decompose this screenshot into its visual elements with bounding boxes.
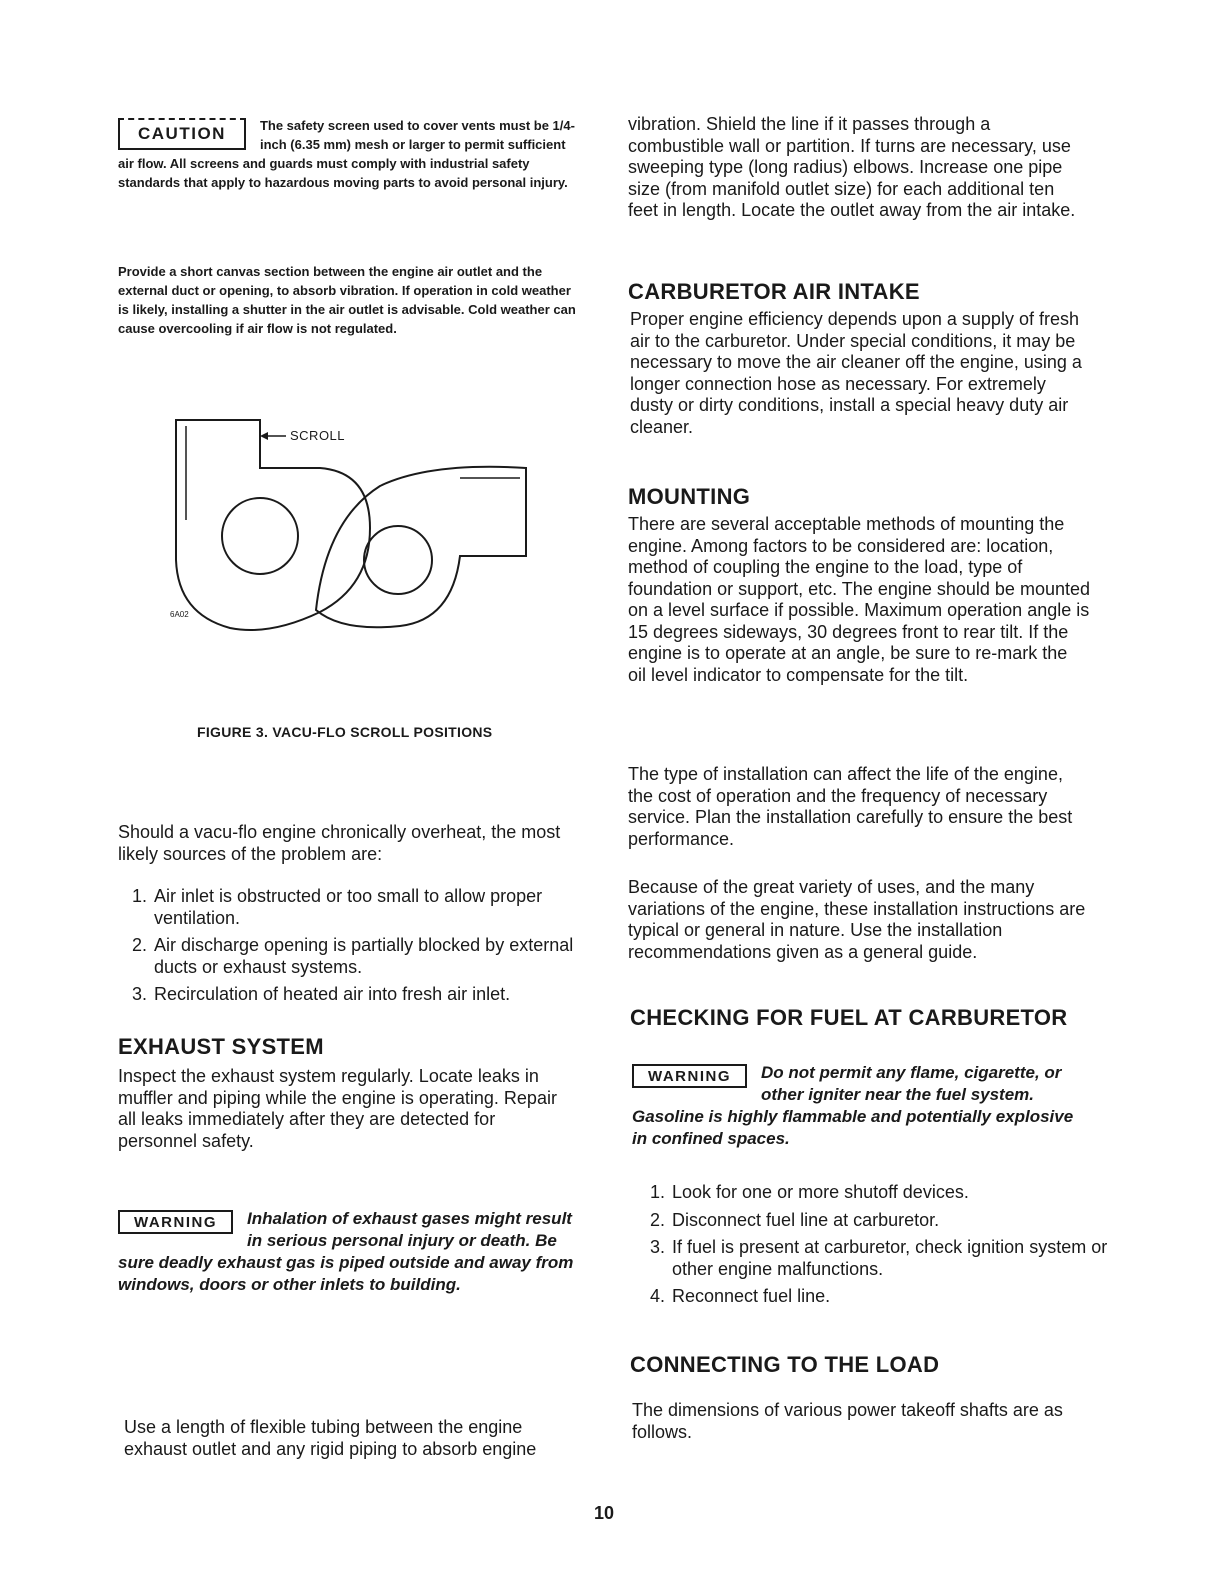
right-fan-circle: [364, 526, 432, 594]
scroll-label: SCROLL: [290, 428, 346, 443]
exhaust-warning-notice: [118, 1208, 580, 1296]
flexible-tubing-paragraph: Use a length of flexible tubing between the engine exhaust outlet and any rigid piping to absorb engine: [124, 1417, 537, 1459]
fuel-warning-text: Do not permit any flame, cigarette, or other igniter near the fuel system. Gasoline is highly flammable and potentially explosive in confined spaces.: [632, 1063, 1074, 1148]
connecting-load-heading: CONNECTING TO THE LOAD: [630, 1352, 940, 1377]
exhaust-system-heading: EXHAUST SYSTEM: [118, 1034, 324, 1059]
list-item: 4. Reconnect fuel line.: [670, 1286, 1132, 1308]
overheat-intro: Should a vacu-flo engine chronically overheat, the most likely sources of the problem are:: [118, 822, 561, 864]
scroll-pointer-arrow: [260, 432, 268, 440]
mounting-paragraph: There are several acceptable methods of mounting the engine. Among factors to be considered are: location, method of coupling the engine to the load, type of foundation or support, etc. The engine should be mounted on a level surface if possible. Maximum operation angle is 15 degrees sideways, 30 degrees front to rear tilt. If the engine is to operate at an angle, be sure to re-mark the oil level indicator to compensate for the tilt.: [628, 514, 1090, 685]
carburetor-air-intake-heading: CARBURETOR AIR INTAKE: [628, 279, 920, 304]
exhaust-system-paragraph: Inspect the exhaust system regularly. Locate leaks in muffler and piping while the engine is operating. Repair all leaks immediately after they are detected for personnel safety.: [118, 1066, 557, 1151]
page-number: 10: [594, 1503, 615, 1523]
exhaust-warning-text: Inhalation of exhaust gases might result in serious personal injury or death. Be sure deadly exhaust gas is piped outside and away from windows, doors or other inlets to building.: [118, 1209, 574, 1294]
list-item: 1. Air inlet is obstructed or too small to allow proper ventilation.: [152, 886, 578, 929]
fuel-warning-notice: [632, 1062, 1092, 1150]
caution-notice: [118, 116, 580, 192]
list-item: 2. Air discharge opening is partially blocked by external ducts or exhaust systems.: [152, 935, 578, 978]
vibration-paragraph: vibration. Shield the line if it passes through a combustible wall or partition. If turns are necessary, use sweeping type (long radius) elbows. Increase one pipe size (from manifold outlet size) for each additional ten feet in length. Locate the outlet away from the air intake.: [628, 114, 1076, 220]
fuel-check-list: [636, 1182, 1132, 1314]
carburetor-air-intake-paragraph: Proper engine efficiency depends upon a supply of fresh air to the carburetor. Under special conditions, it may be necessary to move the air cleaner off the engine, using a longer connection hose as necessary. For extremely dusty or dirty conditions, install a special heavy duty air cleaner.: [630, 309, 1082, 437]
caution-text: The safety screen used to cover vents must be 1/4-inch (6.35 mm) mesh or larger to permit sufficient air flow. All screens and guards must comply with industrial safety standards that apply to hazardous moving parts to avoid personal injury.: [118, 118, 575, 190]
checking-fuel-heading: CHECKING FOR FUEL AT CARBURETOR: [630, 1005, 1068, 1030]
list-item: 2. Disconnect fuel line at carburetor.: [670, 1210, 1132, 1232]
list-item: 3. If fuel is present at carburetor, check ignition system or other engine malfunctions.: [670, 1237, 1132, 1280]
warning-badge: WARNING: [632, 1064, 747, 1088]
vacu-flo-figure: [160, 410, 540, 640]
left-fan-circle: [222, 498, 298, 574]
list-item: 1. Look for one or more shutoff devices.: [670, 1182, 1132, 1204]
warning-badge: WARNING: [118, 1210, 233, 1234]
right-scroll-housing: [316, 467, 526, 627]
list-item: 3. Recirculation of heated air into fresh air inlet.: [152, 984, 578, 1006]
scroll-diagram: [160, 410, 540, 640]
caution-badge: CAUTION: [118, 118, 246, 150]
installation-paragraph: The type of installation can affect the life of the engine, the cost of operation and the frequency of necessary service. Plan the installation carefully to ensure the best performance.: [628, 764, 1073, 849]
figure-caption: FIGURE 3. VACU-FLO SCROLL POSITIONS: [197, 724, 493, 740]
connecting-load-paragraph: The dimensions of various power takeoff shafts are as follows.: [632, 1400, 1063, 1442]
variety-paragraph: Because of the great variety of uses, and the many variations of the engine, these installation instructions are typical or general in nature. Use the installation recommendations given as a general guide.: [628, 877, 1086, 962]
mounting-heading: MOUNTING: [628, 484, 751, 509]
figure-code: 6A02: [170, 610, 189, 619]
canvas-section-paragraph: Provide a short canvas section between the engine air outlet and the external duct or opening, to absorb vibration. If operation in cold weather is likely, installing a shutter in the air outlet is advisable. Cold weather can cause overcooling if air flow is not regulated.: [118, 264, 576, 336]
overheat-causes-list: [118, 886, 578, 1012]
